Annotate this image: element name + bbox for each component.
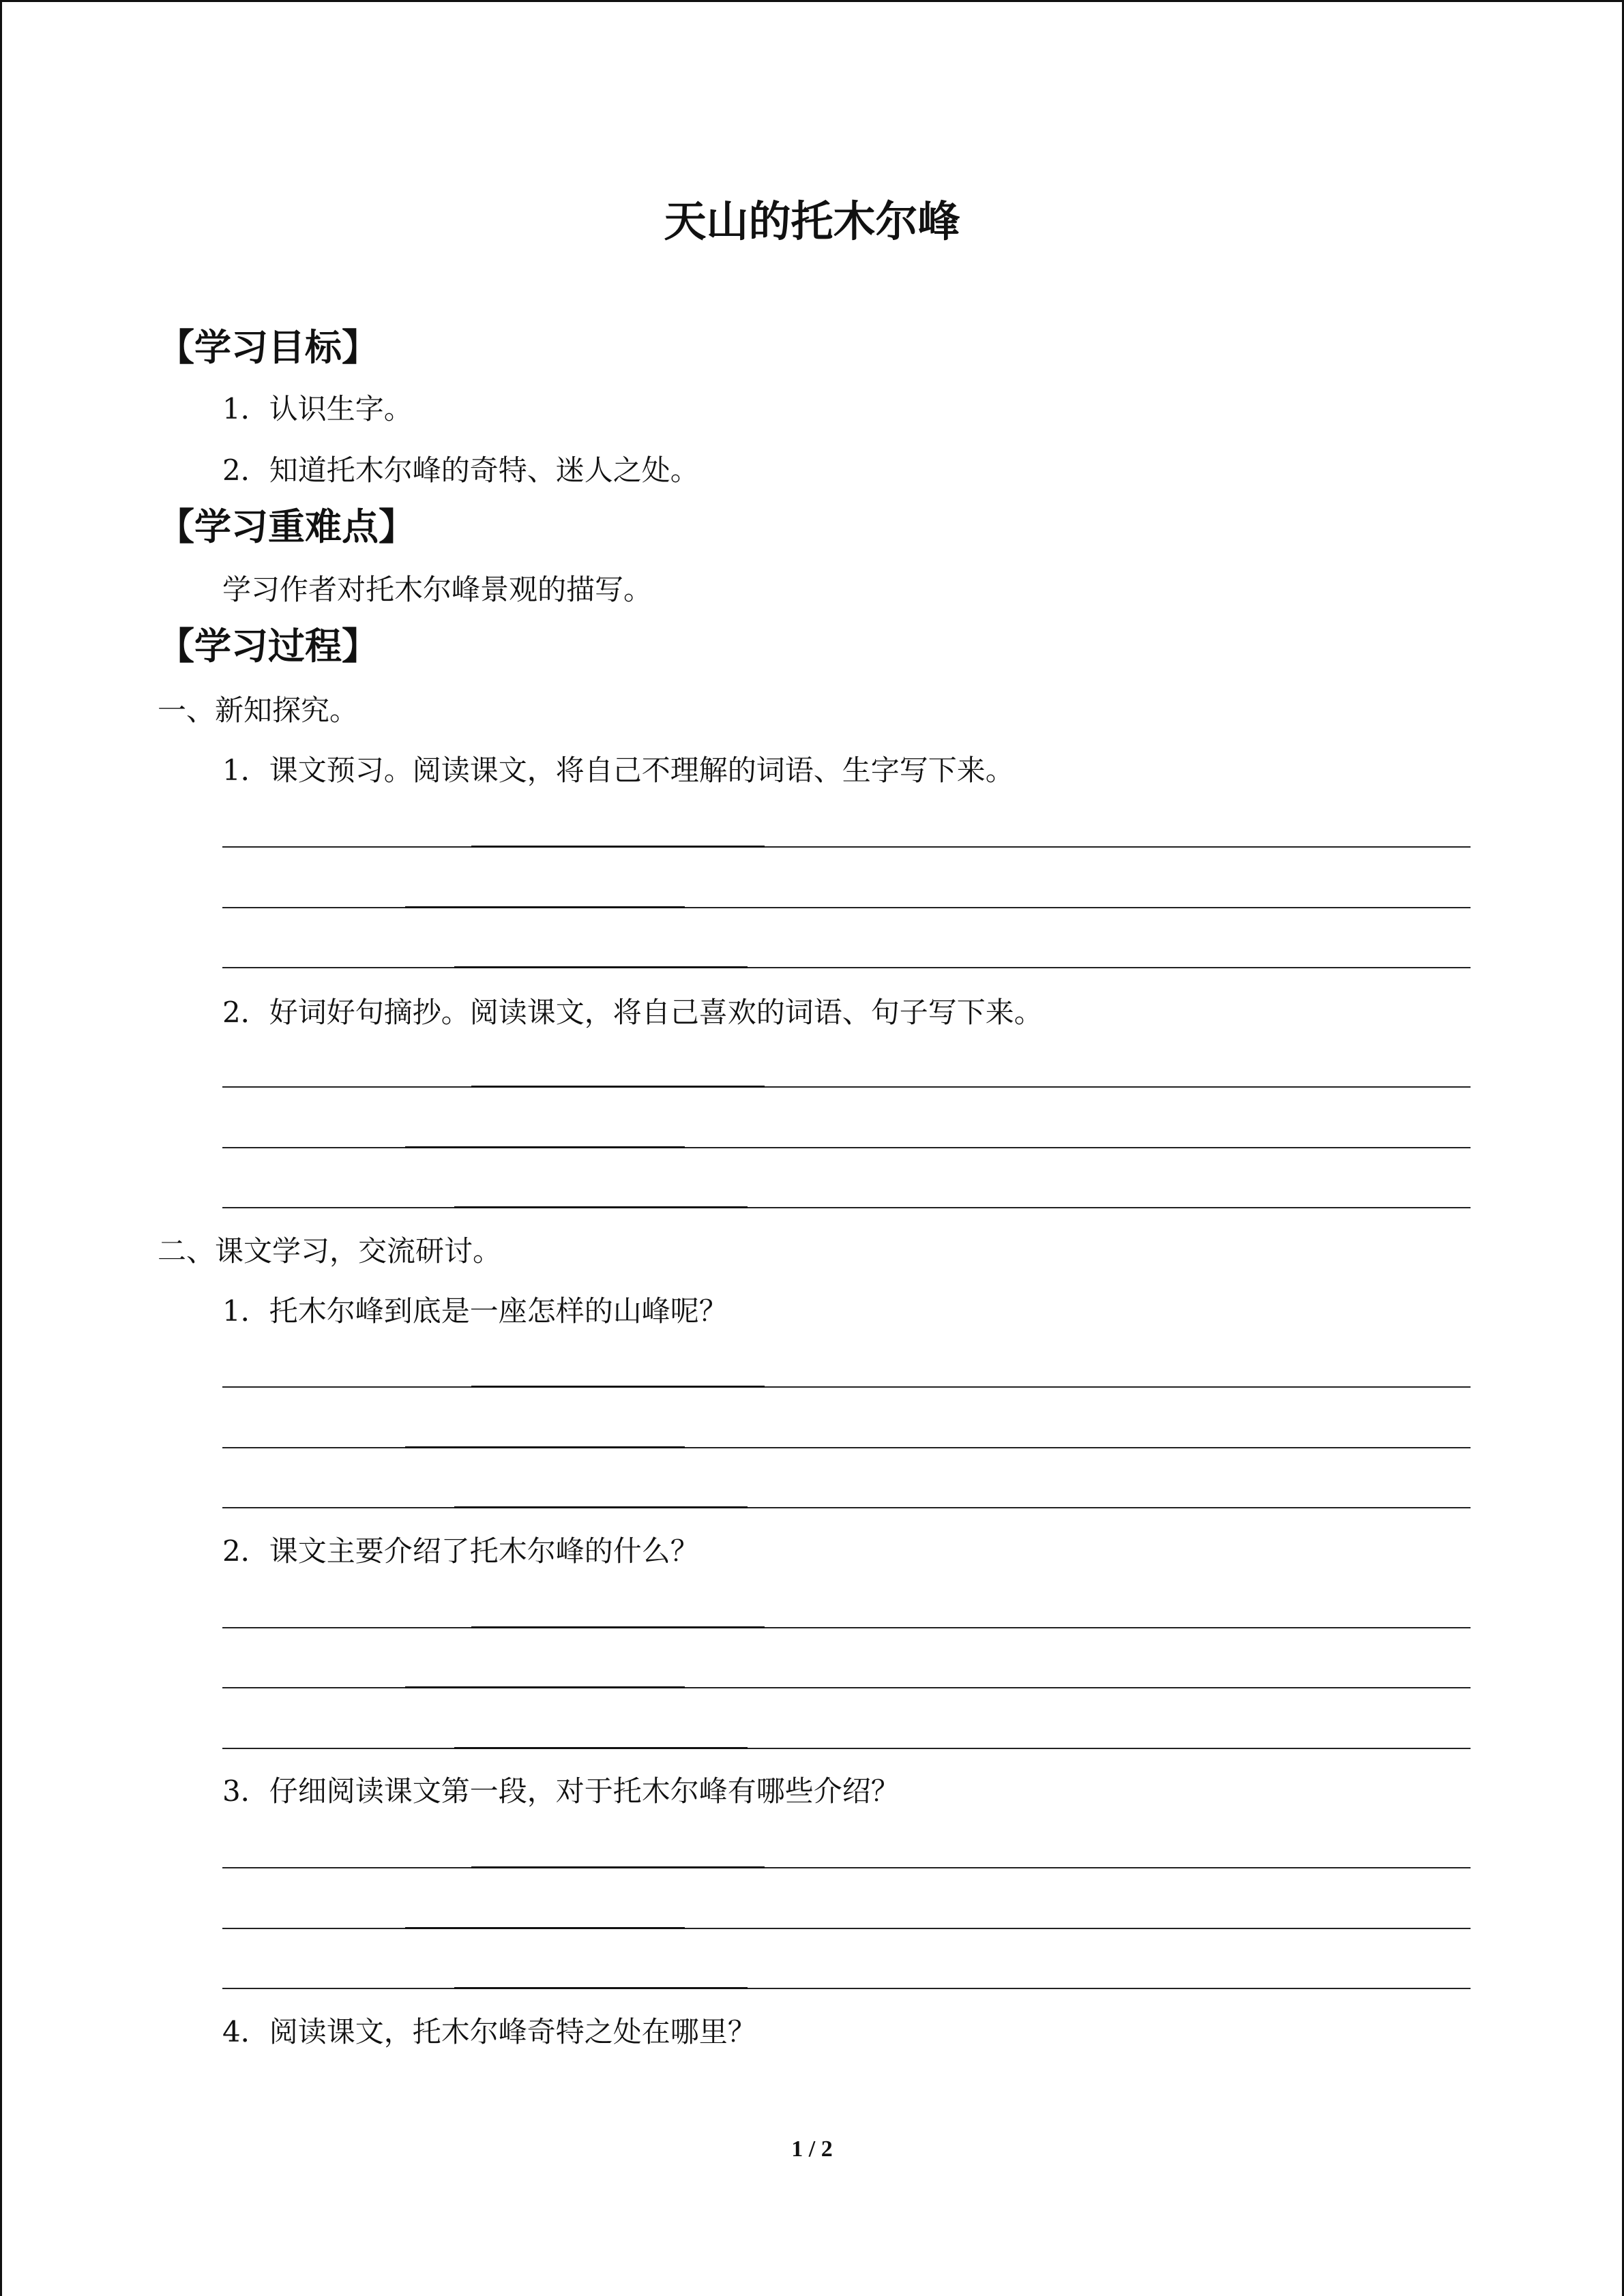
answer-line[interactable] (222, 1386, 1471, 1388)
part2-question-3: 3．仔细阅读课文第一段，对于托木尔峰有哪些介绍？ (222, 1774, 900, 1808)
answer-line[interactable] (222, 1988, 1471, 1989)
answer-line[interactable] (222, 1928, 1471, 1929)
line-mark (454, 1747, 748, 1749)
answer-line[interactable] (222, 846, 1471, 848)
answer-line[interactable] (222, 1147, 1471, 1148)
answer-line[interactable] (222, 1207, 1471, 1208)
line-mark (405, 906, 685, 908)
answer-line[interactable] (222, 1748, 1471, 1749)
answer-line[interactable] (222, 1507, 1471, 1508)
line-mark (405, 1686, 685, 1688)
line-mark (471, 1866, 765, 1868)
part2-question-4: 4．阅读课文，托木尔峰奇特之处在哪里？ (222, 2015, 756, 2048)
answer-line[interactable] (222, 1086, 1471, 1088)
answer-line[interactable] (222, 1867, 1471, 1868)
answer-line[interactable] (222, 1627, 1471, 1628)
answer-line[interactable] (222, 1687, 1471, 1688)
line-mark (454, 966, 748, 968)
line-mark (405, 1146, 685, 1148)
line-mark (471, 1386, 765, 1388)
part2-question-1: 1．托木尔峰到底是一座怎样的山峰呢？ (222, 1294, 728, 1328)
page-number: 1 / 2 (791, 2136, 833, 2162)
part1-question-1: 1．课文预习。阅读课文，将自己不理解的词语、生字写下来。 (222, 754, 1014, 787)
answer-line[interactable] (222, 1447, 1471, 1448)
line-mark (454, 1506, 748, 1508)
line-mark (471, 1086, 765, 1088)
line-mark (454, 1206, 748, 1208)
part2-question-2: 2．课文主要介绍了托木尔峰的什么？ (222, 1534, 699, 1568)
key-points-text: 学习作者对托木尔峰景观的描写。 (222, 573, 653, 606)
answer-line[interactable] (222, 967, 1471, 968)
answer-line[interactable] (222, 907, 1471, 908)
line-mark (405, 1446, 685, 1448)
line-mark (471, 1626, 765, 1628)
objectives-heading: 【学习目标】 (158, 326, 379, 369)
line-mark (471, 846, 765, 848)
key-points-heading: 【学习重难点】 (158, 505, 415, 548)
line-mark (405, 1927, 685, 1929)
page-title: 天山的托木尔峰 (664, 196, 960, 246)
part1-question-2: 2．好词好句摘抄。阅读课文，将自己喜欢的词语、句子写下来。 (222, 996, 1043, 1029)
part2-heading: 二、课文学习，交流研讨。 (158, 1234, 502, 1268)
objective-item-2: 2．知道托木尔峰的奇特、迷人之处。 (222, 453, 699, 487)
line-mark (454, 1987, 748, 1989)
process-heading: 【学习过程】 (158, 625, 379, 668)
part1-heading: 一、新知探究。 (158, 694, 359, 727)
objective-item-1: 1．认识生字。 (222, 392, 413, 426)
